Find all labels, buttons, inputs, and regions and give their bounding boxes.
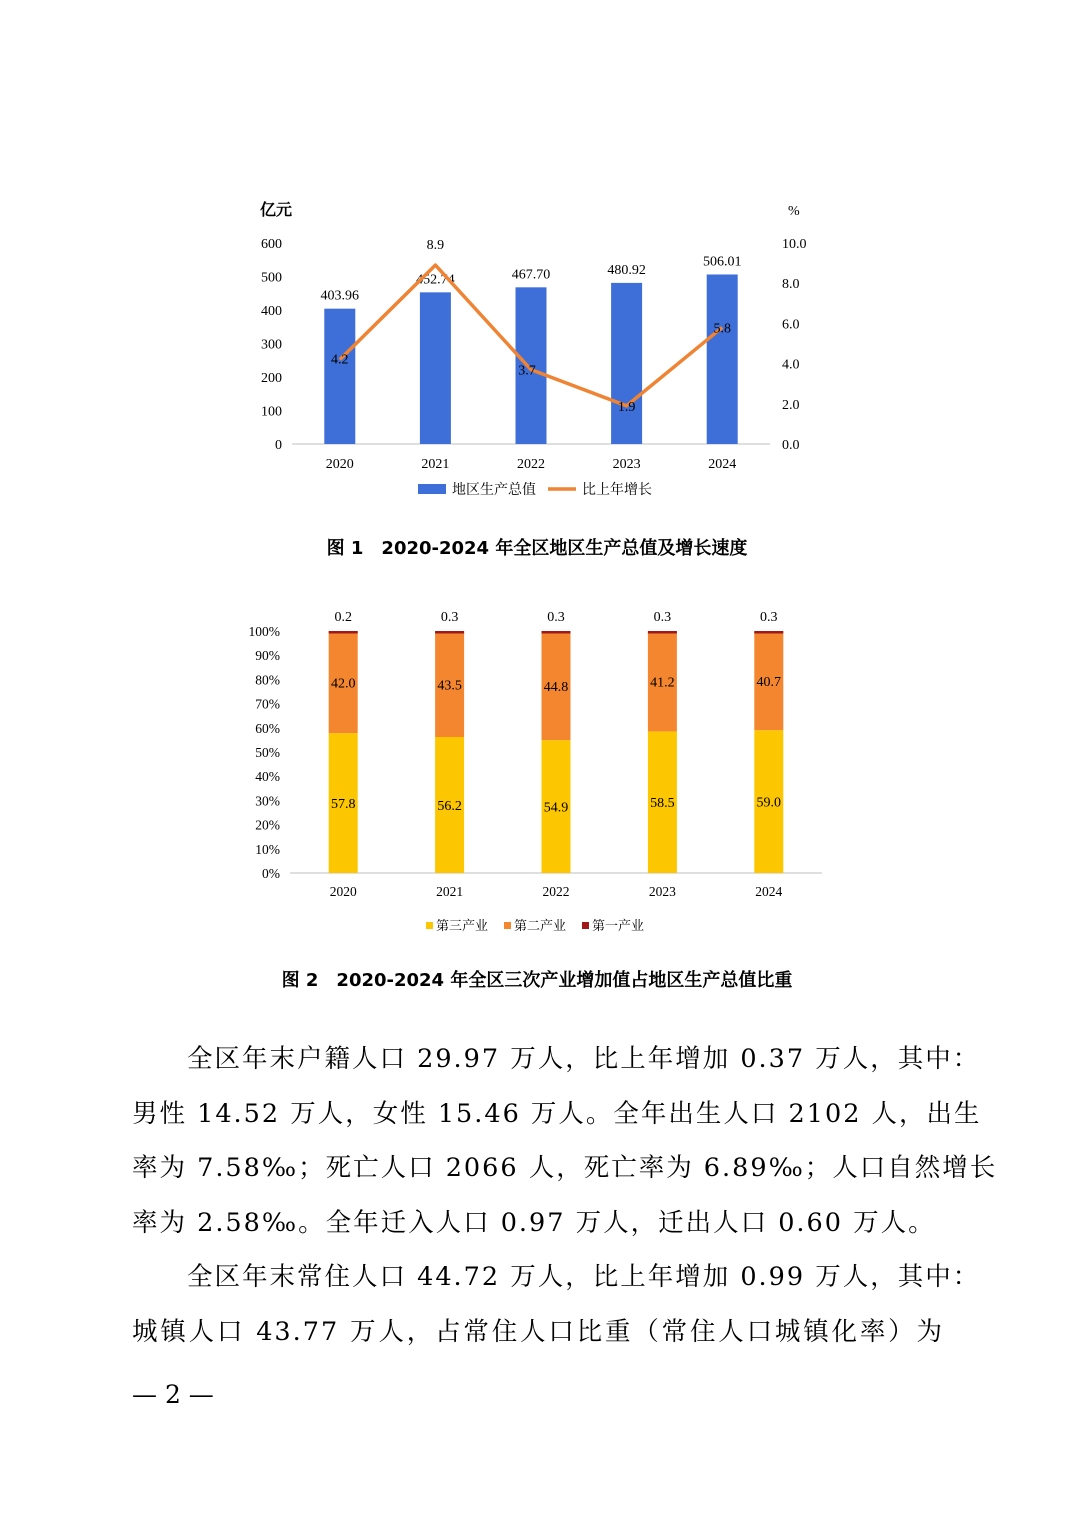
legend-label-primary: 第一产业 [592, 918, 645, 933]
text-line: 全区年末常住人口 44.72 万人，比上年增加 0.99 万人，其中： [132, 1262, 981, 1292]
legend-swatch-primary [582, 922, 589, 929]
figure-1-caption: 图 1 2020-2024 年全区地区生产总值及增长速度 [326, 538, 748, 559]
gdp-bar [611, 283, 642, 444]
primary-segment [648, 631, 677, 634]
legend-swatch-secondary [504, 922, 511, 929]
secondary-value-label: 43.5 [437, 678, 462, 694]
legend-swatch-gdp [418, 484, 446, 494]
primary-value-label: 0.3 [760, 610, 778, 625]
secondary-value-label: 41.2 [650, 675, 675, 691]
y-axis-left-label: 亿元 [260, 202, 293, 219]
figure-2-caption: 图 2 2020-2024 年全区三次产业增加值占地区生产总值比重 [281, 970, 793, 991]
primary-segment [435, 631, 464, 634]
gdp-chart [0, 0, 1074, 520]
y-tick-right: 10.0 [782, 237, 807, 252]
legend-label-growth: 比上年增长 [582, 483, 652, 498]
primary-value-label: 0.2 [334, 610, 352, 625]
gdp-bar [420, 292, 451, 444]
x-tick-label: 2022 [542, 884, 570, 899]
y-tick-label: 80% [255, 672, 280, 688]
y-tick-right: 0.0 [782, 438, 800, 453]
y-tick-right: 8.0 [782, 277, 800, 293]
legend-label-gdp: 地区生产总值 [452, 483, 536, 498]
industry-share-chart [0, 590, 1074, 950]
x-tick-label: 2021 [421, 457, 450, 472]
x-tick-label: 2024 [755, 884, 783, 899]
x-tick-label: 2024 [708, 457, 737, 472]
y-tick-label: 100% [248, 624, 280, 639]
y-tick-label: 70% [255, 696, 280, 712]
primary-segment [329, 631, 358, 634]
y-axis-right-label: % [788, 204, 800, 219]
gdp-bar-label: 403.96 [320, 288, 360, 304]
text-line: 全区年末户籍人口 29.97 万人，比上年增加 0.37 万人，其中： [132, 1044, 981, 1074]
x-tick-label: 2023 [612, 457, 641, 472]
x-tick-label: 2021 [436, 884, 464, 899]
paragraph-household-population [132, 1032, 998, 1250]
legend-label-secondary: 第二产业 [514, 918, 567, 933]
x-tick-label: 2020 [325, 457, 354, 472]
gdp-bar-label: 506.01 [702, 254, 742, 270]
text-line: 男性 14.52 万人，女性 15.46 万人。全年出生人口 2102 人，出生 [132, 1098, 982, 1129]
primary-segment [542, 631, 571, 634]
y-tick-right: 2.0 [782, 397, 800, 413]
primary-value-label: 0.3 [653, 610, 672, 625]
secondary-value-label: 44.8 [543, 679, 569, 695]
tertiary-value-label: 57.8 [330, 797, 356, 813]
y-tick-left: 400 [261, 304, 282, 319]
y-tick-left: 100 [261, 404, 282, 420]
tertiary-value-label: 56.2 [437, 798, 462, 814]
legend-label-tertiary: 第三产业 [436, 918, 489, 933]
y-tick-label: 90% [255, 648, 280, 664]
y-tick-left: 300 [261, 337, 282, 353]
primary-value-label: 0.3 [547, 610, 565, 625]
tertiary-value-label: 59.0 [756, 795, 782, 811]
y-tick-right: 6.0 [782, 317, 800, 333]
text-line: 城镇人口 43.77 万人，占常住人口比重（常住人口城镇化率）为 [132, 1316, 944, 1347]
y-tick-right: 4.0 [782, 357, 800, 373]
gdp-bar-label: 467.70 [511, 267, 551, 283]
x-tick-label: 2020 [329, 884, 357, 899]
gdp-bar-label: 452.74 [416, 272, 455, 288]
y-tick-label: 60% [255, 720, 280, 736]
y-tick-label: 30% [255, 793, 280, 809]
text-line: 率为 7.58‰；死亡人口 2066 人，死亡率为 6.89‰；人口自然增长 [132, 1153, 998, 1183]
primary-segment [754, 631, 783, 634]
tertiary-value-label: 54.9 [543, 800, 569, 816]
x-tick-label: 2023 [648, 884, 676, 899]
y-tick-label: 40% [255, 769, 280, 785]
growth-label: 4.2 [331, 352, 349, 368]
gdp-bar [707, 274, 738, 444]
y-tick-label: 20% [255, 817, 280, 833]
legend-swatch-tertiary [426, 922, 433, 929]
growth-label: 5.8 [713, 321, 731, 337]
tertiary-value-label: 58.5 [650, 796, 675, 812]
primary-value-label: 0.3 [440, 610, 459, 625]
y-tick-left: 600 [261, 237, 282, 252]
y-tick-label: 50% [255, 745, 280, 760]
secondary-value-label: 40.7 [756, 674, 782, 690]
page-number: — 2 — [132, 1380, 214, 1409]
growth-label: 8.9 [426, 238, 445, 254]
secondary-value-label: 42.0 [330, 676, 356, 692]
y-tick-label: 10% [255, 841, 280, 857]
gdp-bar-label: 480.92 [607, 262, 646, 278]
y-tick-left: 0 [275, 438, 282, 453]
x-tick-label: 2022 [517, 457, 545, 472]
y-tick-left: 500 [261, 270, 282, 286]
y-tick-left: 200 [261, 371, 282, 386]
y-tick-label: 0% [262, 866, 280, 881]
gdp-bar [324, 309, 355, 444]
growth-label: 1.9 [617, 399, 636, 415]
growth-label: 3.7 [518, 363, 536, 379]
paragraph-resident-population [132, 1250, 981, 1359]
text-line: 率为 2.58‰。全年迁入人口 0.97 万人，迁出人口 0.60 万人。 [132, 1207, 936, 1238]
